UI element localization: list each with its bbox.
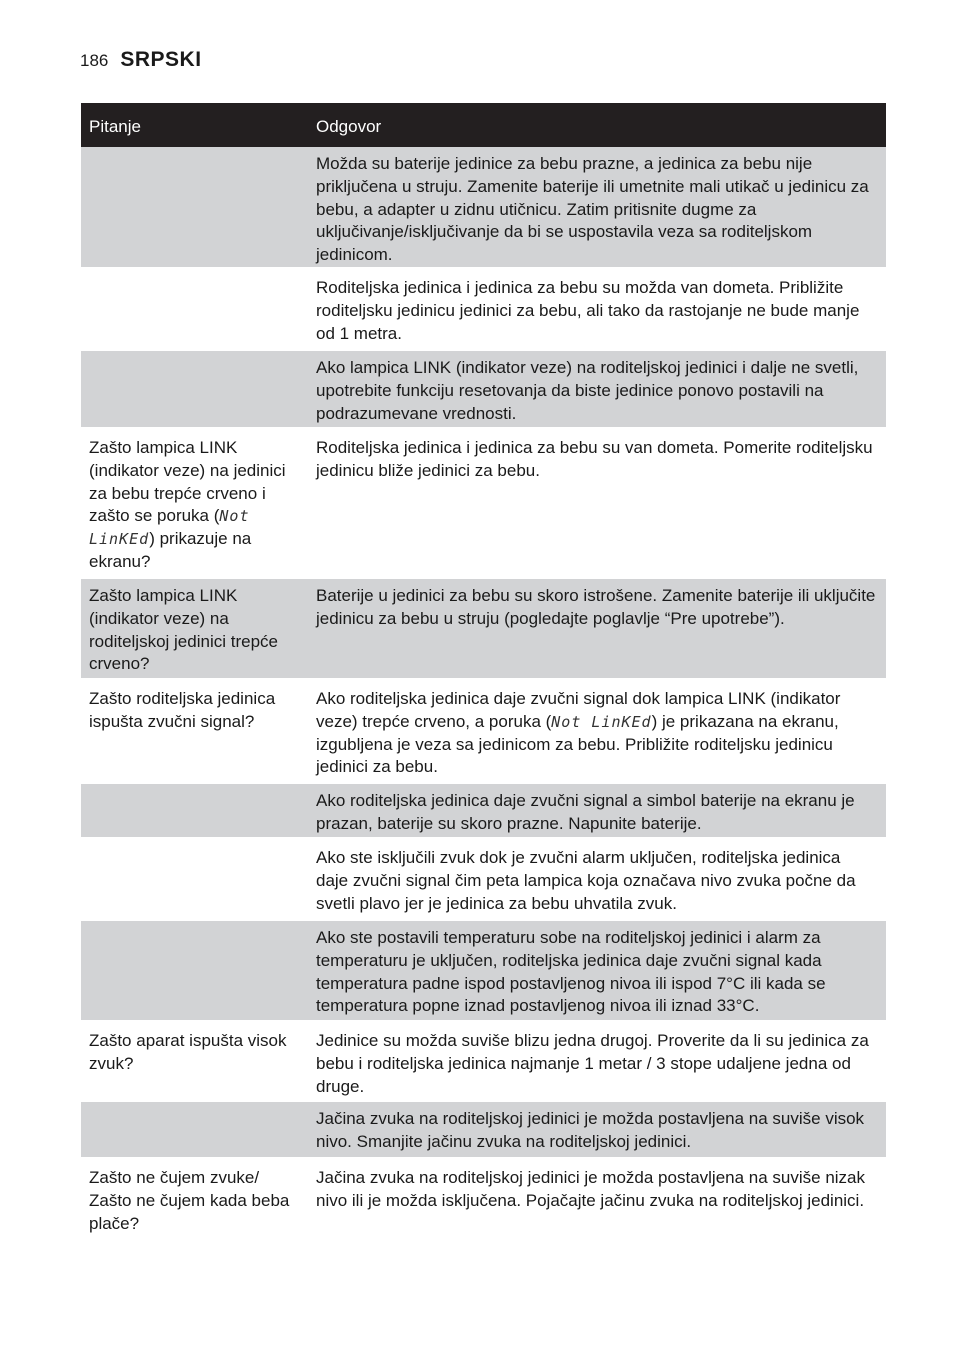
question-cell xyxy=(81,431,308,575)
table-row xyxy=(81,921,886,1024)
question-text: Zašto lampica LINK (indikator veze) na jedinici za bebu trepće crveno i zašto se poruka ( xyxy=(89,438,286,526)
question-cell: Zašto ne čujem zvuke/ Zašto ne čujem kada beba plače? xyxy=(89,1168,290,1233)
answer-cell: Roditeljska jedinica i jedinica za bebu su možda van dometa. Približite roditeljsku jedinicu jedinici za bebu, ali tako da rastojanje ne bude manje od 1 metra. xyxy=(316,278,860,343)
answer-text: Ako roditeljska jedinica daje zvučni signal dok lampica LINK (indikator veze) trepće crveno, a poruka ( xyxy=(316,689,841,731)
answer-cell: Jedinice su možda suviše blizu jedna drugoj. Proverite da li su jedinica za bebu i roditeljska jedinica najmanje 1 metar / 3 stope udaljene jedna od druge. xyxy=(316,1031,869,1096)
section-title: SRPSKI xyxy=(120,48,202,71)
lcd-message: Not LinKEd xyxy=(89,507,250,549)
page-header xyxy=(80,48,202,72)
question-cell xyxy=(81,1102,308,1157)
answer-cell: Ako roditeljska jedinica daje zvučni signal a simbol baterije na ekranu je prazan, baterije su skoro prazne. Napunite baterije. xyxy=(316,791,855,833)
answer-cell: Ako ste postavili temperaturu sobe na roditeljskoj jedinici i alarm za temperaturu je uključen, roditeljska jedinica daje zvučni signal kada temperatura padne ispod postavljenog nivoa ili ispod 7°C ili kada se temperatura popne iznad postavljenog nivoa ili iznad 33°C. xyxy=(316,928,826,1016)
table-row xyxy=(81,1102,886,1161)
table-row xyxy=(81,682,886,784)
answer-cell: Možda su baterije jedinice za bebu prazne, a jedinica za bebu nije priključena u struju. Zamenite baterije ili umetnite mali utikač u jedinicu za bebu, a adapter u zidnu utičnicu. Zatim pritisnite dugme za uključivanje/isključivanje da bi se uspostavila veza sa roditeljskom jedinicom. xyxy=(316,154,869,265)
question-cell: Zašto lampica LINK (indikator veze) na roditeljskoj jedinici trepće crveno? xyxy=(89,586,278,674)
answer-cell xyxy=(308,682,886,780)
answer-cell: Jačina zvuka na roditeljskoj jedinici je možda postavljena na suviše visok nivo. Smanjite jačinu zvuka na roditeljskoj jedinici. xyxy=(316,1109,865,1151)
table-row xyxy=(81,784,886,841)
table-row xyxy=(81,1161,886,1241)
answer-cell: Roditeljska jedinica i jedinica za bebu su van dometa. Pomerite roditeljsku jedinicu bliže jedinici za bebu. xyxy=(316,438,873,480)
question-cell xyxy=(81,841,308,917)
table-row xyxy=(81,351,886,431)
column-header-question: Pitanje xyxy=(89,117,141,136)
question-cell xyxy=(81,784,308,837)
troubleshooting-table xyxy=(81,103,886,1241)
answer-cell: Ako lampica LINK (indikator veze) na roditeljskoj jedinici i dalje ne svetli, upotrebite funkciju resetovanja da biste jedinice ponovo postavili na podrazumevane vrednosti. xyxy=(316,358,859,423)
table-row xyxy=(81,1024,886,1102)
answer-text: ) je prikazana na ekranu, izgubljena je veza sa jedinicom za bebu. Približite roditeljsku jedinicu jedinici za bebu. xyxy=(316,711,839,777)
answer-cell: Baterije u jedinici za bebu su skoro istrošene. Zamenite baterije ili uključite jedinicu za bebu u struju (pogledajte poglavlje “Pre upotrebe”). xyxy=(316,586,876,628)
question-cell xyxy=(81,147,308,267)
table-row xyxy=(81,147,886,271)
question-text: ) prikazuje na ekranu? xyxy=(89,529,252,571)
question-cell xyxy=(81,271,308,347)
question-cell xyxy=(81,921,308,1020)
table-row xyxy=(81,431,886,579)
question-cell: Zašto roditeljska jedinica ispušta zvučni signal? xyxy=(89,689,276,731)
question-cell xyxy=(81,351,308,427)
table-row xyxy=(81,841,886,921)
page-number: 186 xyxy=(80,51,109,70)
table-row xyxy=(81,579,886,682)
column-header-answer: Odgovor xyxy=(316,117,382,136)
answer-cell: Jačina zvuka na roditeljskoj jedinici je možda postavljena na suviše nizak nivo ili je možda isključena. Pojačajte jačinu zvuka na roditeljskoj jedinici. xyxy=(316,1168,866,1210)
question-cell: Zašto aparat ispušta visok zvuk? xyxy=(89,1031,287,1073)
answer-cell: Ako ste isključili zvuk dok je zvučni alarm uključen, roditeljska jedinica daje zvučni signal čim peta lampica koja označava nivo zvuka počne da svetli plavo jer je jedinica za bebu uhvatila zvuk. xyxy=(316,848,856,913)
table-header-row xyxy=(81,103,886,147)
table-row xyxy=(81,271,886,351)
lcd-message: Not LinKEd xyxy=(551,712,652,731)
